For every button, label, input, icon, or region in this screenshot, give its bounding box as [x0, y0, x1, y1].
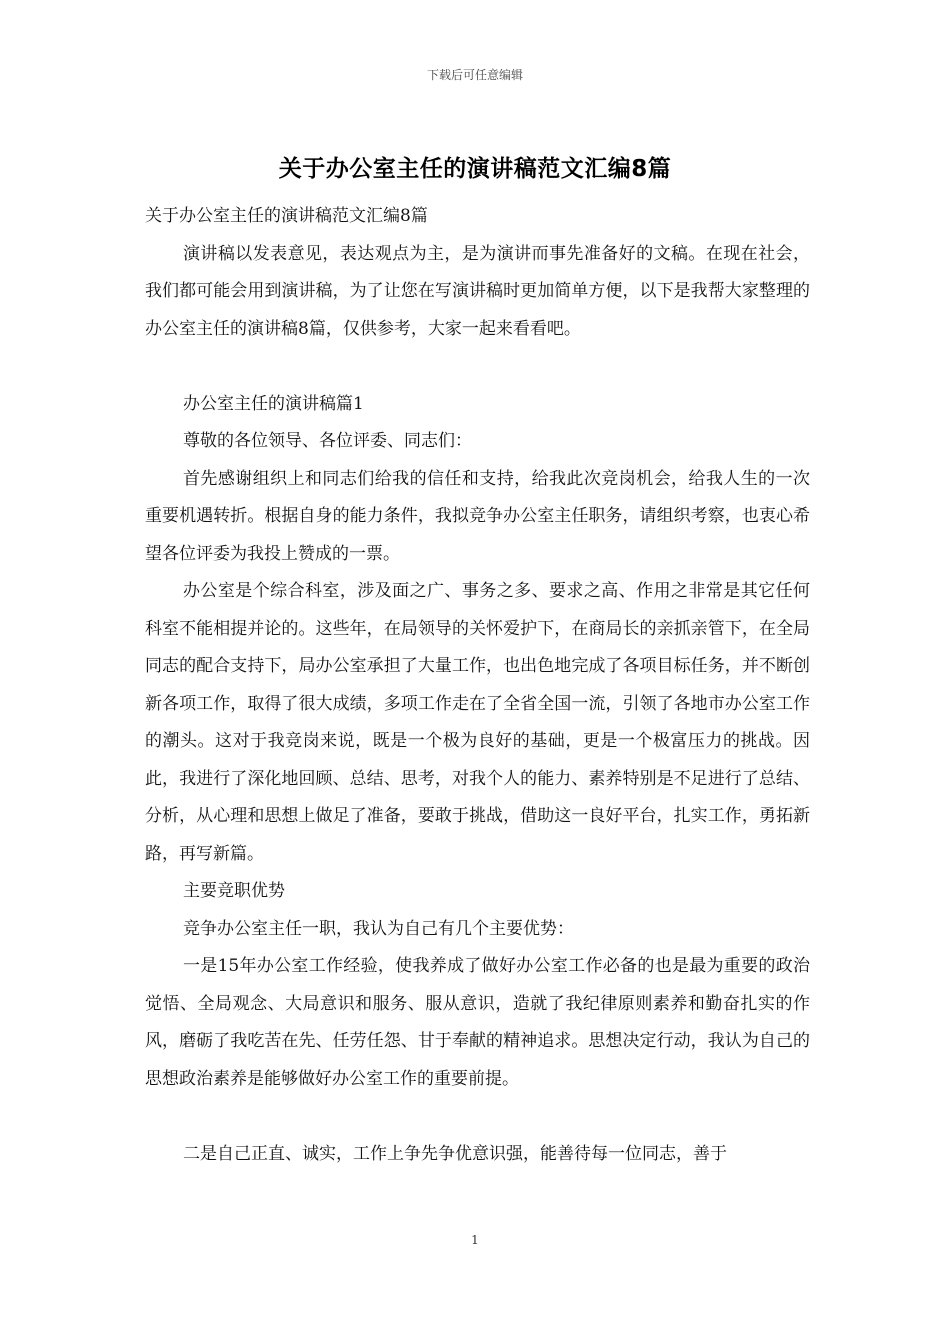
blank-line	[145, 1098, 810, 1136]
advantages-heading: 主要竞职优势	[183, 881, 285, 901]
paragraph-1: 首先感谢组织上和同志们给我的信任和支持，给我此次竞岗机会，给我人生的一次重要机遇转折。根据自身的能力条件，我拟竞争办公室主任职务，请组织考察，也衷心希望各位评委为我投上赞成的一票。	[145, 468, 810, 564]
page-number: 1	[471, 1233, 479, 1247]
document-body	[145, 198, 810, 1173]
salutation: 尊敬的各位领导、各位评委、同志们：	[183, 431, 472, 451]
intro-paragraph: 演讲稿以发表意见，表达观点为主，是为演讲而事先准备好的文稿。在现在社会，我们都可能会用到演讲稿，为了让您在写演讲稿时更加简单方便，以下是我帮大家整理的办公室主任的演讲稿8篇，仅供参考，大家一起来看看吧。	[145, 243, 810, 339]
document-title: 关于办公室主任的演讲稿范文汇编8篇	[278, 156, 672, 182]
advantage-2: 二是自己正直、诚实，工作上争先争优意识强，能善待每一位同志，善于	[183, 1143, 727, 1164]
document-subtitle: 关于办公室主任的演讲稿范文汇编8篇	[145, 206, 428, 226]
paragraph-2: 办公室是个综合科室，涉及面之广、事务之多、要求之高、作用之非常是其它任何科室不能相提并论的。这些年，在局领导的关怀爱护下，在商局长的亲抓亲管下，在全局同志的配合支持下，局办公室承担了大量工作，也出色地完成了各项目标任务，并不断创新各项工作，取得了很大成绩，多项工作走在了全省全国一流，引领了各地市办公室工作的潮头。这对于我竞岗来说，既是一个极为良好的基础，更是一个极富压力的挑战。因此，我进行了深化地回顾、总结、思考，对我个人的能力、素养特别是不足进行了总结、分析，从心理和思想上做足了准备，要敢于挑战，借助这一良好平台，扎实工作，勇拓新路，再写新篇。	[145, 581, 810, 864]
blank-line	[145, 348, 810, 386]
advantage-1: 一是15年办公室工作经验，使我养成了做好办公室工作必备的也是最为重要的政治觉悟、全局观念、大局意识和服务、服从意识，造就了我纪律原则素养和勤奋扎实的作风，磨砺了我吃苦在先、任劳任怨、甘于奉献的精神追求。思想决定行动，我认为自己的思想政治素养是能够做好办公室工作的重要前提。	[145, 956, 810, 1089]
advantages-intro: 竞争办公室主任一职，我认为自己有几个主要优势：	[183, 918, 574, 939]
section-heading: 办公室主任的演讲稿篇1	[183, 393, 364, 414]
header-note: 下载后可任意编辑	[426, 68, 523, 82]
